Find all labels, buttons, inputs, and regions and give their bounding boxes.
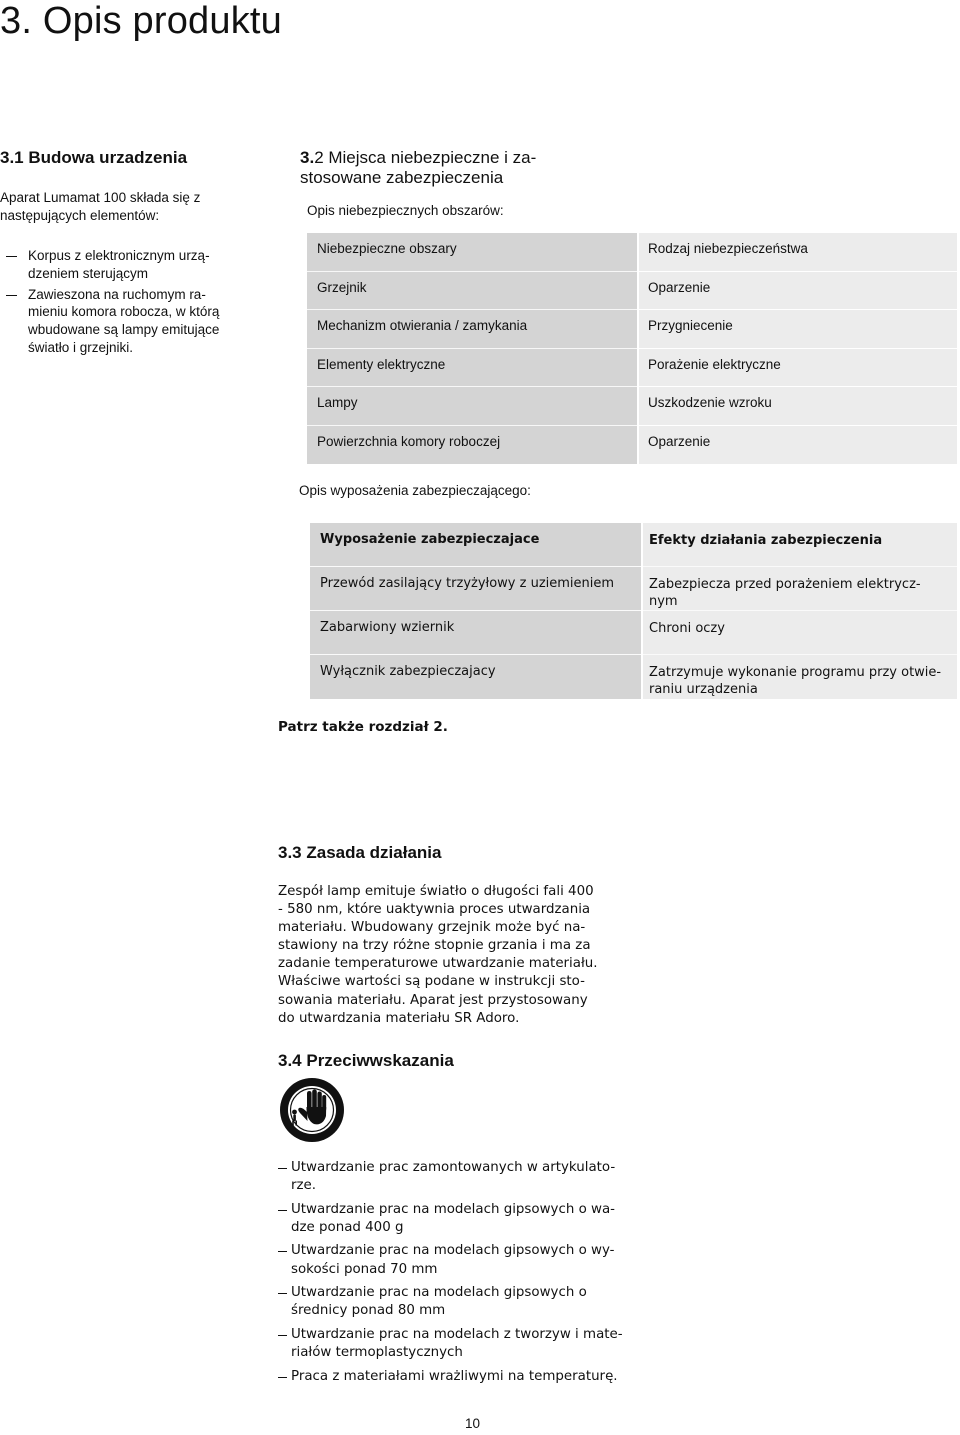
table-row	[643, 567, 957, 611]
page-title: 3. Opis produktu	[0, 0, 283, 42]
table-cell: Przewód zasilający trzyżyłowy z uziemieniem	[320, 576, 615, 591]
safety-table-effects-column	[643, 523, 957, 699]
safety-table-equipment-column	[310, 523, 641, 699]
table-header-cell: Wyposażenie zabezpieczajace	[320, 532, 540, 547]
table-row	[307, 387, 637, 426]
section-34-heading: 3.4 Przeciwwskazania	[278, 1051, 454, 1070]
section-33-heading: 3.3 Zasada działania	[278, 843, 442, 862]
hazards-table-types-column	[639, 233, 957, 464]
section-33-body: Zespół lamp emituje światło o długości fali 400 - 580 nm, które uaktywnia proces utwardzania materiału. Wbudowany grzejnik może być na- stawiony na trzy różne stopnie grzania i ma za zadanie temperaturowe utwardzanie materiału. Właściwe wartości są podane w instrukcji sto- sowania materiału. Aparat jest przystosowany do utwardzania materiału SR Adoro.	[278, 884, 598, 1026]
table-row	[643, 523, 957, 567]
table-cell: Porażenie elektryczne	[648, 356, 781, 372]
table-row	[307, 349, 637, 388]
table-row	[639, 387, 957, 426]
table-row	[639, 426, 957, 465]
list-item: Utwardzanie prac na modelach z tworzyw i mate- riałów termoplastycznych	[278, 1326, 628, 1362]
table-cell: Oparzenie	[648, 433, 711, 449]
table-cell: Grzejnik	[317, 279, 367, 295]
list-item: Utwardzanie prac na modelach gipsowych o wa- dze ponad 400 g	[278, 1201, 628, 1237]
table-row	[639, 233, 957, 272]
table-row	[639, 349, 957, 388]
table-cell: Zabezpiecza przed porażeniem elektrycz- nym	[649, 577, 921, 609]
table-row	[639, 272, 957, 311]
safety-intro: Opis wyposażenia zabezpieczającego:	[299, 483, 531, 498]
table-header-cell: Efekty działania zabezpieczenia	[649, 533, 883, 548]
table-row	[643, 611, 957, 655]
section-31-list	[0, 247, 255, 357]
see-also-note: Patrz także rozdział 2.	[278, 719, 448, 735]
list-item: Zawieszona na ruchomym ra- mieniu komora robocza, w którą wbudowane są lampy emitujące światło i grzejniki.	[0, 286, 255, 357]
table-row	[307, 310, 637, 349]
list-item: Utwardzanie prac na modelach gipsowych o wy- sokości ponad 70 mm	[278, 1242, 628, 1278]
table-header-cell: Rodzaj niebezpieczeństwa	[648, 241, 808, 256]
table-row	[307, 233, 637, 272]
table-cell: Uszkodzenie wzroku	[648, 395, 772, 410]
table-row	[310, 523, 641, 567]
section-32-heading: 3.2 Miejsca niebezpieczne i za- stosowane zabezpieczenia	[300, 148, 537, 187]
table-cell: Lampy	[317, 395, 358, 410]
table-row	[310, 655, 641, 699]
table-row	[310, 611, 641, 655]
table-row	[307, 272, 637, 311]
table-cell: Powierzchnia komory roboczej	[317, 433, 501, 449]
table-cell: Zatrzymuje wykonanie programu przy otwie- raniu urządzenia	[649, 665, 942, 697]
table-row	[639, 310, 957, 349]
table-row	[307, 426, 637, 465]
table-cell: Oparzenie	[648, 279, 711, 295]
section-34-list	[278, 1159, 628, 1391]
table-cell: Elementy elektryczne	[317, 356, 446, 372]
table-header-cell: Niebezpieczne obszary	[317, 241, 457, 256]
page-number: 10	[465, 1416, 481, 1431]
hazards-table-areas-column	[307, 233, 637, 464]
table-cell: Zabarwiony wziernik	[320, 620, 455, 635]
section-31-heading: 3.1 Budowa urzadzenia	[0, 148, 188, 167]
list-item: Korpus z elektronicznym urzą- dzeniem sterującym	[0, 247, 255, 283]
list-item: Utwardzanie prac zamontowanych w artykulato- rze.	[278, 1159, 628, 1195]
table-row	[310, 567, 641, 611]
table-row	[643, 655, 957, 699]
table-cell: Przygniecenie	[648, 318, 733, 333]
list-item: Praca z materiałami wrażliwymi na temperaturę.	[278, 1368, 628, 1386]
table-cell: Chroni oczy	[649, 621, 725, 636]
list-item: Utwardzanie prac na modelach gipsowych o średnicy ponad 80 mm	[278, 1284, 628, 1320]
table-cell: Mechanizm otwierania / zamykania	[317, 318, 528, 333]
table-cell: Wyłącznik zabezpieczajacy	[320, 664, 496, 679]
stop-hand-icon	[278, 1076, 346, 1144]
hazards-intro: Opis niebezpiecznych obszarów:	[307, 203, 504, 218]
section-31-intro: Aparat Lumamat 100 składa się z następujących elementów:	[0, 190, 201, 223]
